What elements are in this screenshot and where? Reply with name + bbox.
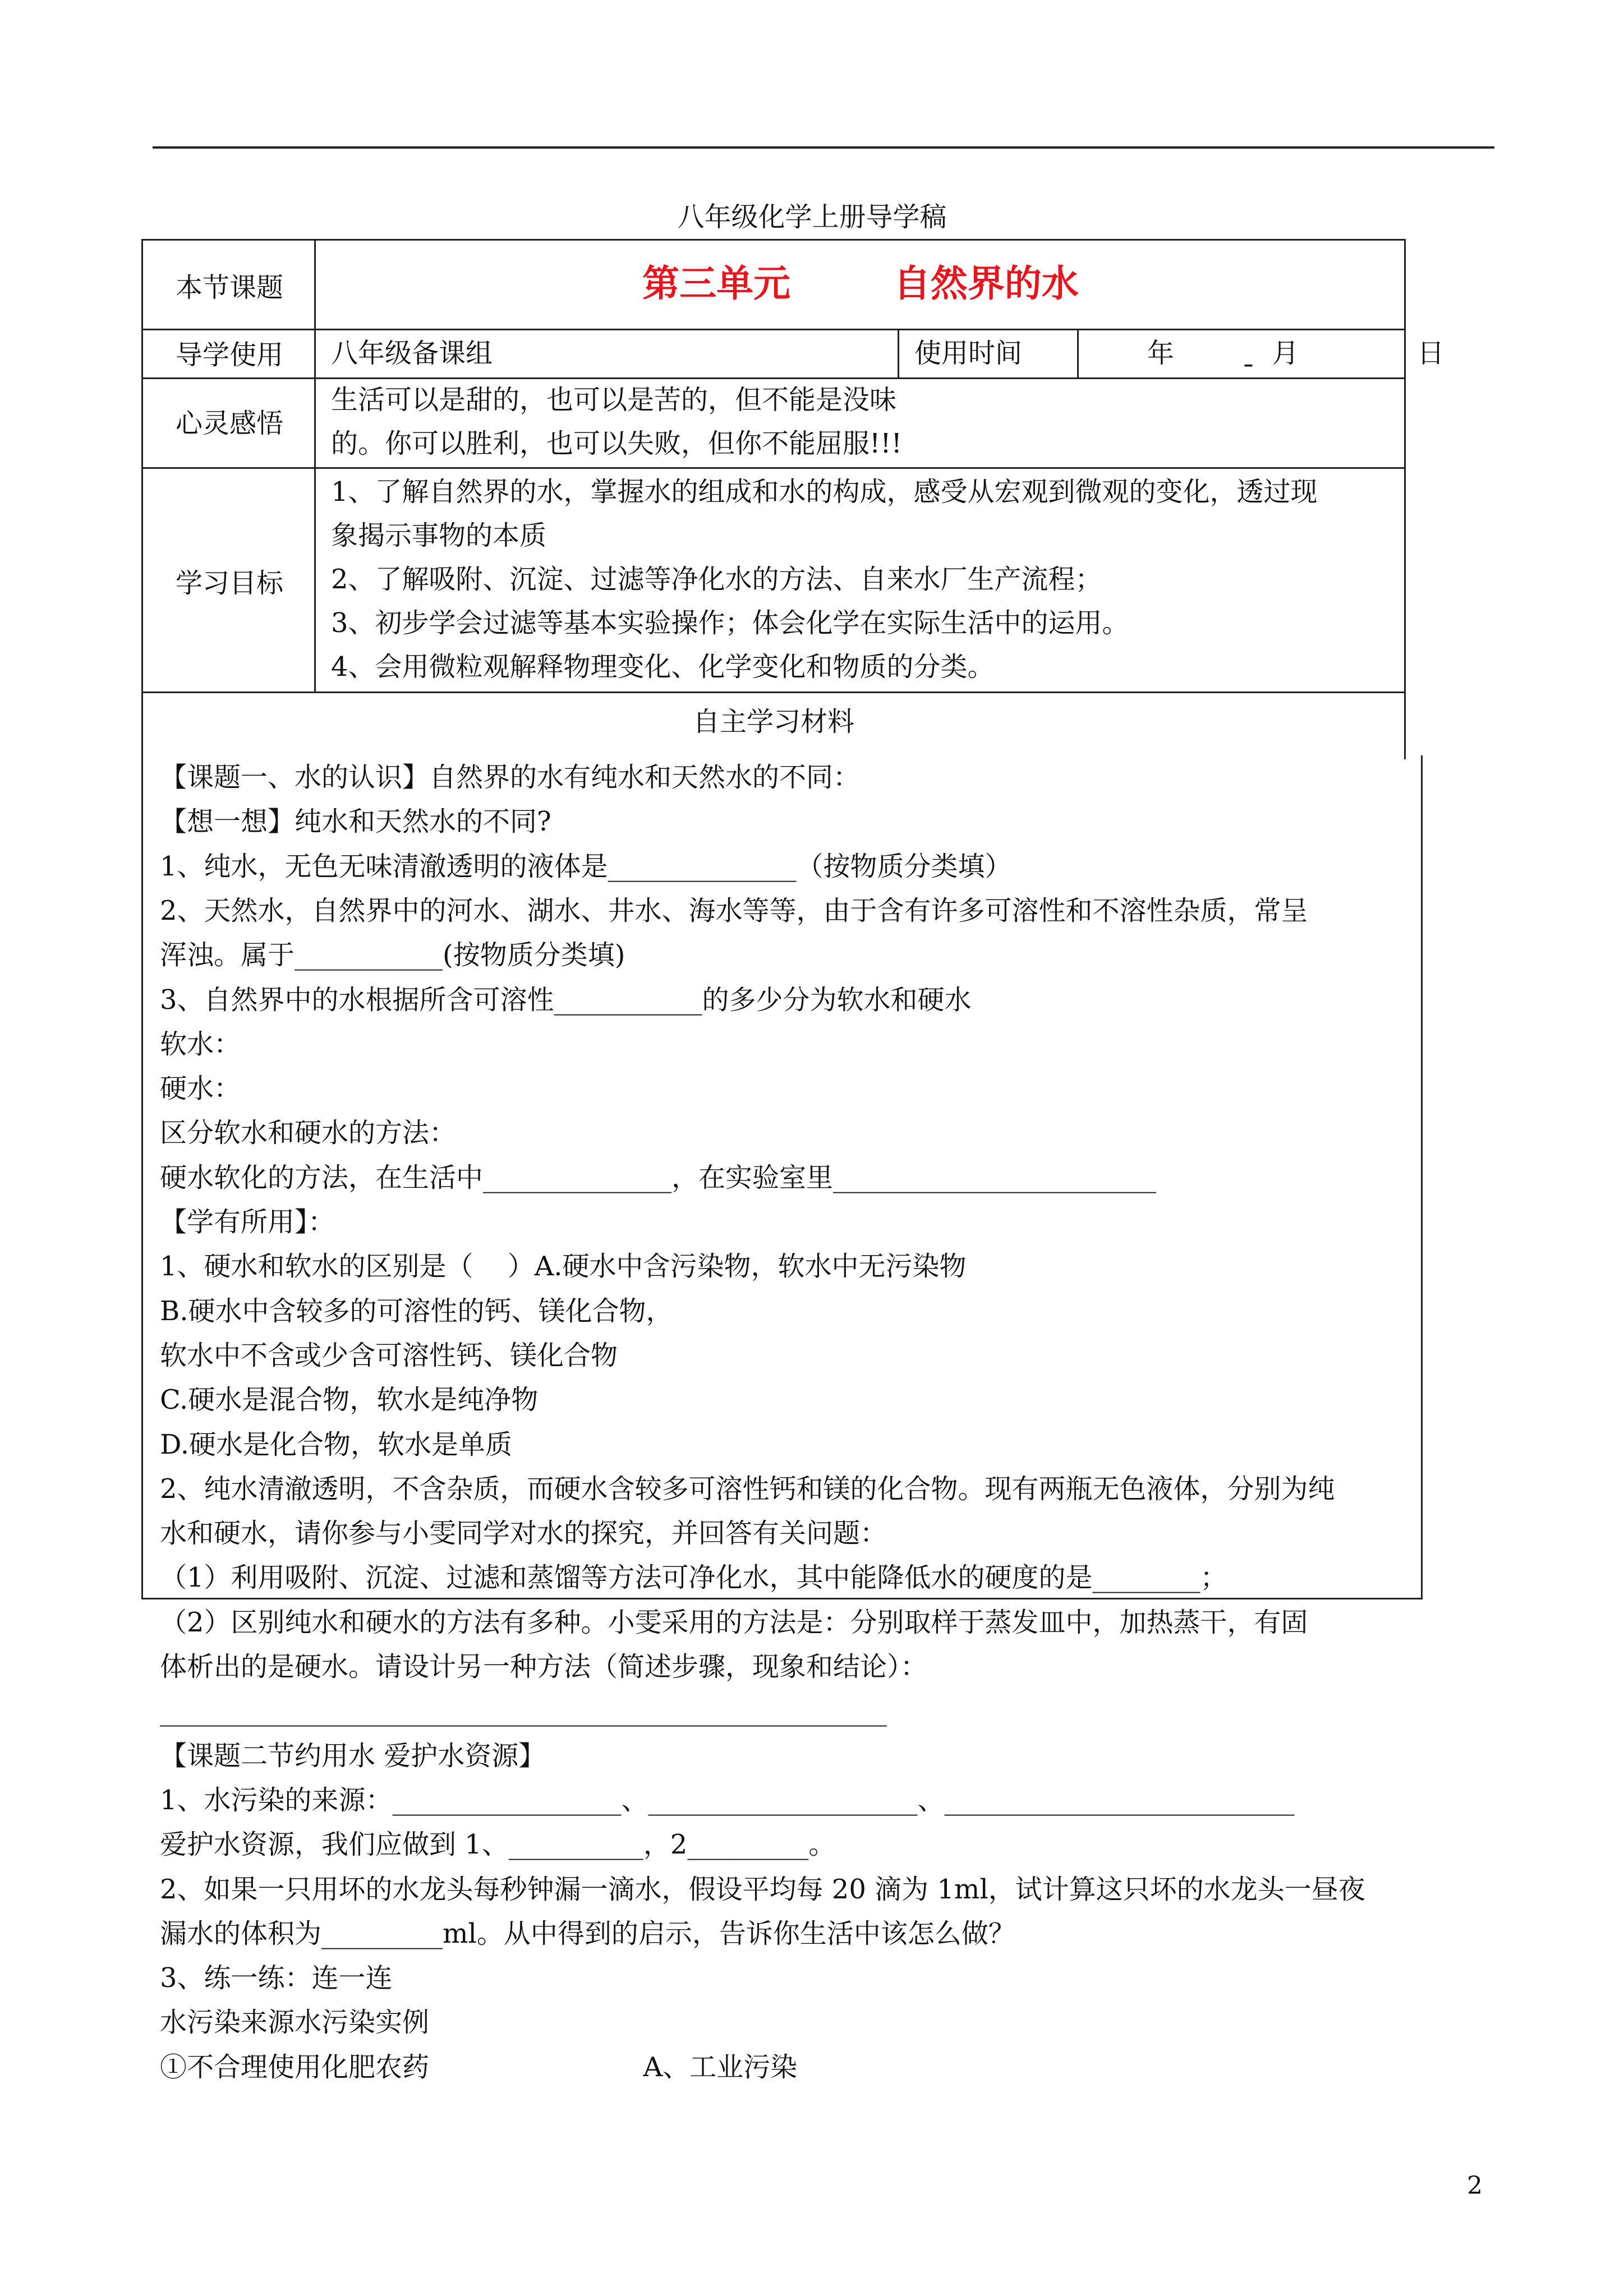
table-line bbox=[314, 239, 316, 691]
motto-line-2: 的。你可以胜利，也可以失败，但你不能屈服!!! bbox=[331, 428, 902, 459]
motto-label: 心灵感悟 bbox=[175, 408, 283, 439]
content-line: 3、自然界中的水根据所含可溶性___________的多少分为软水和硬水 bbox=[160, 984, 972, 1016]
goals-label: 学习目标 bbox=[175, 568, 283, 599]
time-label: 使用时间 bbox=[914, 338, 1023, 369]
goal-line: 2、了解吸附、沉淀、过滤等净化水的方法、自来水厂生产流程； bbox=[331, 564, 1102, 595]
content-line: 浑浊。属于___________(按物质分类填) bbox=[160, 939, 625, 971]
content-line: 1、水污染的来源：_________________、____________________、__________________________ bbox=[160, 1784, 1295, 1816]
content-line: 漏水的体积为_________ml。从中得到的启示，告诉你生活中该怎么做？ bbox=[160, 1917, 1015, 1949]
content-line: 2、如果一只用坏的水龙头每秒钟漏一滴水，假设平均每 20 滴为 1ml，试计算这只坏的水龙头一昼夜 bbox=[160, 1873, 1365, 1905]
goal-line: 3、初步学会过滤等基本实验操作；体会化学在实际生活中的运用。 bbox=[331, 607, 1129, 639]
content-line: 软水中不含或少含可溶性钙、镁化合物 bbox=[160, 1339, 618, 1371]
content-line: 【课题二节约用水 爱护水资源】 bbox=[160, 1740, 546, 1772]
content-line: 3、练一练：连一连 bbox=[160, 1962, 393, 1994]
content-line: D.硬水是化合物，软水是单质 bbox=[160, 1428, 513, 1460]
content-line: 区分软水和硬水的方法： bbox=[160, 1117, 457, 1149]
header-rule bbox=[153, 146, 1494, 149]
content-line: B.硬水中含较多的可溶性的钙、镁化合物， bbox=[160, 1295, 673, 1327]
content-line: 2、纯水清澈透明，不含杂质，而硬水含较多可溶性钙和镁的化合物。现有两瓶无色液体，分别为纯 bbox=[160, 1473, 1335, 1505]
header-table bbox=[141, 239, 1461, 759]
time-value: 年 ˍ月 日 bbox=[1147, 338, 1461, 369]
content-line: 2、天然水，自然界中的河水、湖水、井水、海水等等，由于含有许多可溶性和不溶性杂质，常呈 bbox=[160, 895, 1308, 926]
content-line: 【课题一、水的认识】自然界的水有纯水和天然水的不同： bbox=[160, 762, 861, 793]
table-line bbox=[143, 691, 1404, 693]
content-line: ①不合理使用化肥农药 A、工业污染 bbox=[160, 2051, 798, 2083]
section-title: 自主学习材料 bbox=[692, 706, 854, 737]
content-line: 体析出的是硬水。请设计另一种方法（简述步骤，现象和结论）： bbox=[160, 1651, 928, 1682]
topic-value: 第三单元 自然界的水 bbox=[642, 261, 1079, 305]
goal-line: 1、了解自然界的水，掌握水的组成和水的构成，感受从宏观到微观的变化，透过现 bbox=[331, 476, 1318, 508]
usage-label: 导学使用 bbox=[175, 339, 283, 371]
table-line bbox=[898, 329, 899, 377]
document-title: 八年级化学上册导学稿 bbox=[677, 201, 947, 233]
content-line: 硬水软化的方法，在生活中______________，在实验室里________________________ bbox=[160, 1161, 1157, 1193]
content-line: 软水： bbox=[160, 1028, 241, 1060]
page-number: 2 bbox=[1467, 2171, 1483, 2200]
content-line: 硬水： bbox=[160, 1073, 241, 1105]
content-line: 1、硬水和软水的区别是（ ）A.硬水中含污染物，软水中无污染物 bbox=[160, 1251, 967, 1283]
motto-line-1: 生活可以是甜的，也可以是苦的，但不能是没味 bbox=[331, 384, 897, 416]
content-line: 1、纯水，无色无味清澈透明的液体是______________（按物质分类填） bbox=[160, 850, 1012, 882]
usage-value: 八年级备课组 bbox=[331, 338, 493, 369]
content-line: C.硬水是混合物，软水是纯净物 bbox=[160, 1384, 539, 1416]
content-line: 【学有所用】： bbox=[160, 1206, 335, 1238]
content-line: （1）利用吸附、沉淀、过滤和蒸馏等方法可净化水，其中能降低水的硬度的是________； bbox=[160, 1562, 1227, 1594]
table-line bbox=[143, 329, 1404, 330]
content-line: 【想一想】纯水和天然水的不同? bbox=[160, 806, 551, 838]
study-material-box bbox=[141, 755, 1423, 2083]
table-line bbox=[1077, 329, 1079, 377]
content-line: （2）区别纯水和硬水的方法有多种。小雯采用的方法是：分别取样于蒸发皿中，加热蒸干，有固 bbox=[160, 1606, 1308, 1638]
table-line bbox=[143, 467, 1404, 469]
topic-label: 本节课题 bbox=[175, 272, 283, 303]
content-line: ______________________________________________________ bbox=[160, 1695, 887, 1727]
goal-line: 象揭示事物的本质 bbox=[331, 520, 547, 551]
goal-line: 4、会用微粒观解释物理变化、化学变化和物质的分类。 bbox=[331, 651, 995, 683]
table-line bbox=[143, 239, 1404, 241]
content-line: 水和硬水，请你参与小雯同学对水的探究，并回答有关问题： bbox=[160, 1518, 887, 1550]
content-line: 水污染来源水污染实例 bbox=[160, 2007, 430, 2039]
content-line: 爱护水资源，我们应做到 1、__________，2_________。 bbox=[160, 1829, 836, 1861]
